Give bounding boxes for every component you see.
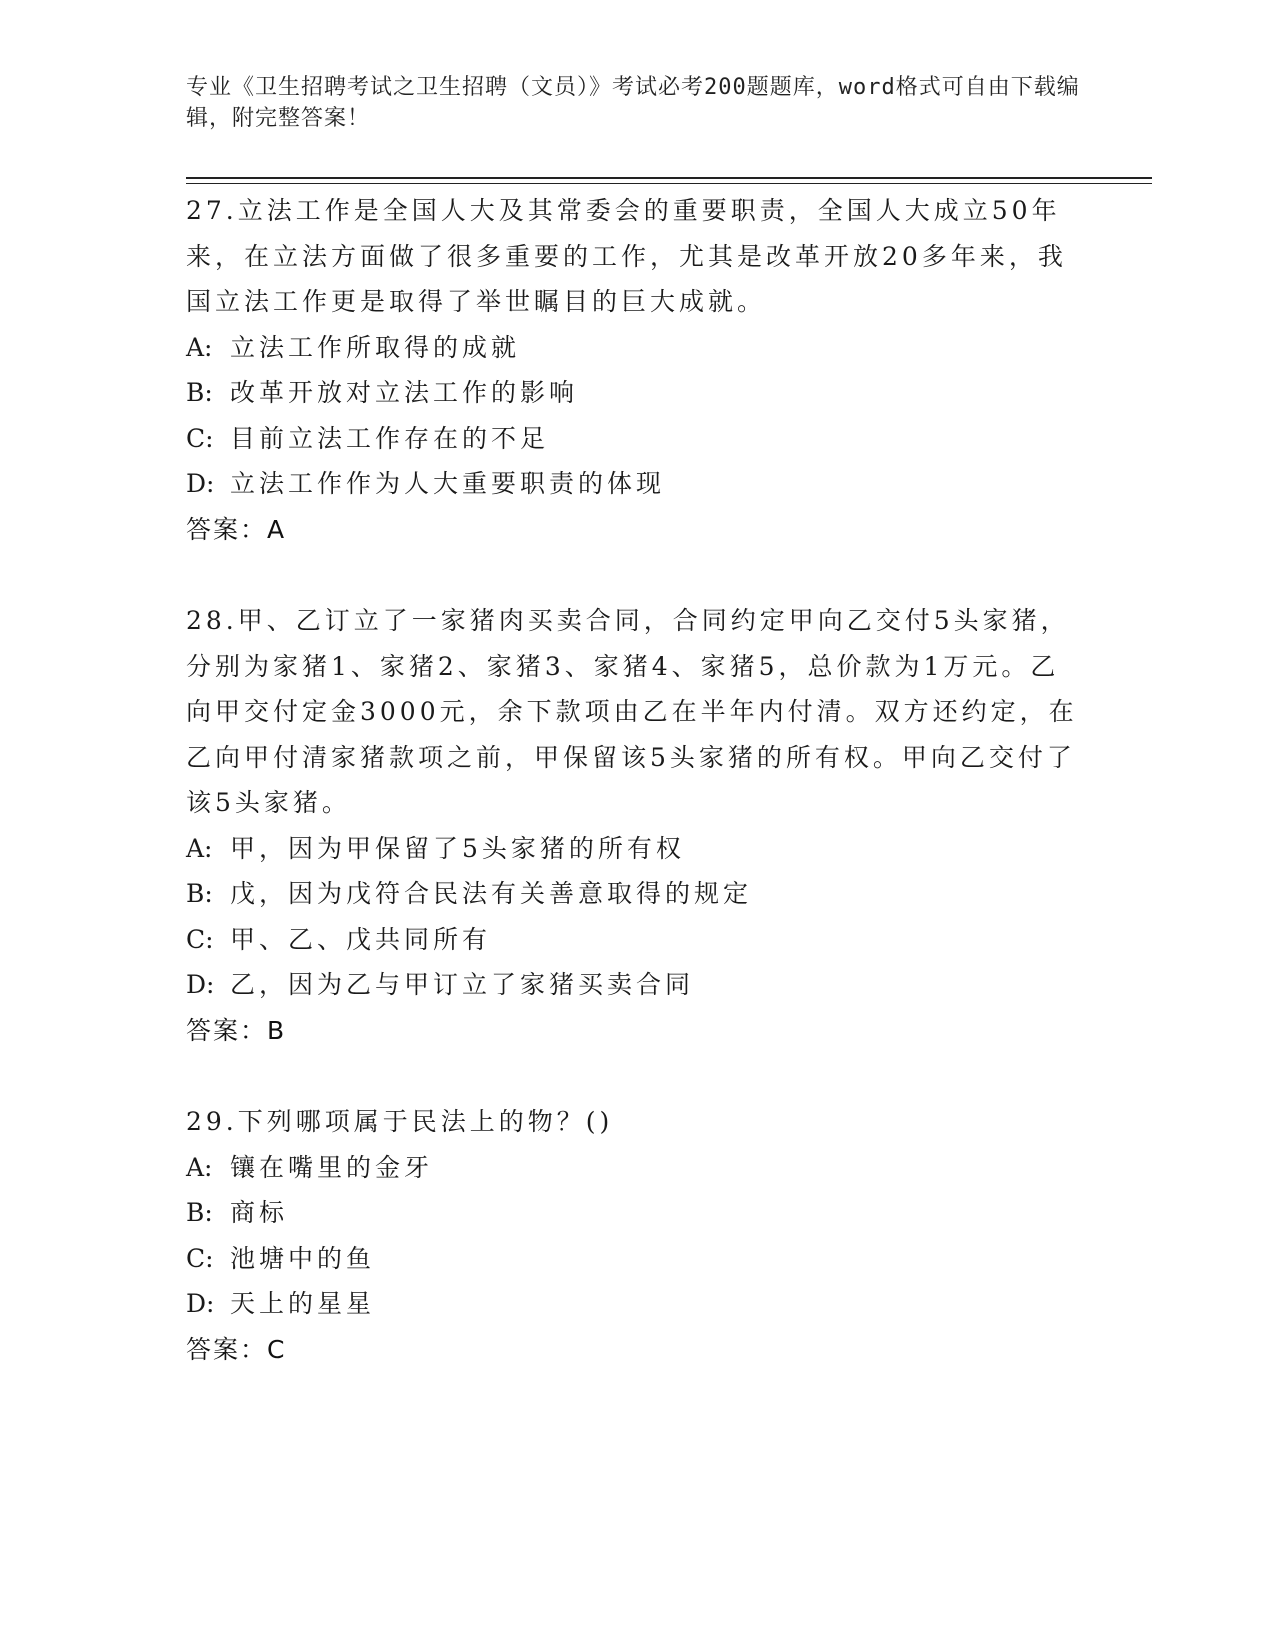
option-text: 镶在嘴里的金牙 — [230, 1152, 434, 1182]
option-key: C: — [186, 924, 214, 954]
option-key: D: — [186, 1289, 215, 1318]
question-spacer — [186, 1053, 1086, 1099]
option-key: B: — [186, 378, 213, 407]
question-spacer — [186, 552, 1086, 598]
option-key: D: — [186, 469, 215, 498]
option-d — [186, 962, 1086, 1008]
option-text: 乙，因为乙与甲订立了家猪买卖合同 — [230, 970, 695, 999]
option-key: A: — [186, 833, 213, 863]
option-text: 商标 — [230, 1198, 289, 1227]
option-b — [186, 1190, 1086, 1236]
option-key: B: — [186, 879, 213, 908]
option-c — [186, 416, 1086, 462]
option-text: 池塘中的鱼 — [230, 1243, 376, 1273]
option-text: 目前立法工作存在的不足 — [230, 423, 550, 453]
option-text: 戊，因为戊符合民法有关善意取得的规定 — [230, 879, 753, 908]
option-d — [186, 1281, 1086, 1327]
option-d — [186, 461, 1086, 507]
option-c — [186, 917, 1086, 963]
option-key: A: — [186, 332, 213, 362]
option-text: 改革开放对立法工作的影响 — [230, 378, 579, 407]
option-text: 立法工作所取得的成就 — [230, 332, 521, 362]
answer-line: 答案：C — [186, 1334, 287, 1364]
answer-line: 答案：B — [186, 1015, 287, 1045]
question-29 — [186, 1099, 1086, 1372]
option-key: C: — [186, 1243, 214, 1273]
option-key: B: — [186, 1198, 213, 1227]
question-list — [186, 188, 1086, 1372]
option-b — [186, 370, 1086, 416]
option-text: 立法工作作为人大重要职责的体现 — [230, 469, 666, 498]
header-divider-thick — [186, 177, 1152, 179]
answer-line: 答案：A — [186, 514, 287, 544]
question-stem: 29.下列哪项属于民法上的物？() — [186, 1107, 614, 1136]
option-a — [186, 325, 1086, 371]
option-key: C: — [186, 423, 214, 453]
option-c — [186, 1236, 1086, 1282]
option-a — [186, 826, 1086, 872]
option-key: A: — [186, 1152, 213, 1182]
question-28 — [186, 598, 1086, 1053]
question-stem: 28.甲、乙订立了一家猪肉买卖合同，合同约定甲向乙交付5头家猪，分别为家猪1、家猪2、家猪3、家猪4、家猪5，总价款为1万元。乙向甲交付定金3000元，余下款项由乙在半年内付清。双方还约定，在乙向甲付清家猪款项之前，甲保留该5头家猪的所有权。甲向乙交付了该5头家猪。 — [186, 606, 1078, 817]
question-stem: 27.立法工作是全国人大及其常委会的重要职责，全国人大成立50年来，在立法方面做了很多重要的工作，尤其是改革开放20多年来，我国立法工作更是取得了举世瞩目的巨大成就。 — [186, 196, 1067, 316]
option-a — [186, 1145, 1086, 1191]
option-key: D: — [186, 970, 215, 999]
document-intro: 专业《卫生招聘考试之卫生招聘（文员）》考试必考200题题库，word格式可自由下载编辑，附完整答案！ — [186, 75, 1080, 131]
question-27 — [186, 188, 1086, 552]
option-text: 天上的星星 — [230, 1289, 376, 1318]
header-divider-thin — [186, 183, 1152, 184]
option-text: 甲，因为甲保留了5头家猪的所有权 — [230, 833, 685, 863]
option-text: 甲、乙、戊共同所有 — [230, 924, 492, 954]
option-b — [186, 871, 1086, 917]
